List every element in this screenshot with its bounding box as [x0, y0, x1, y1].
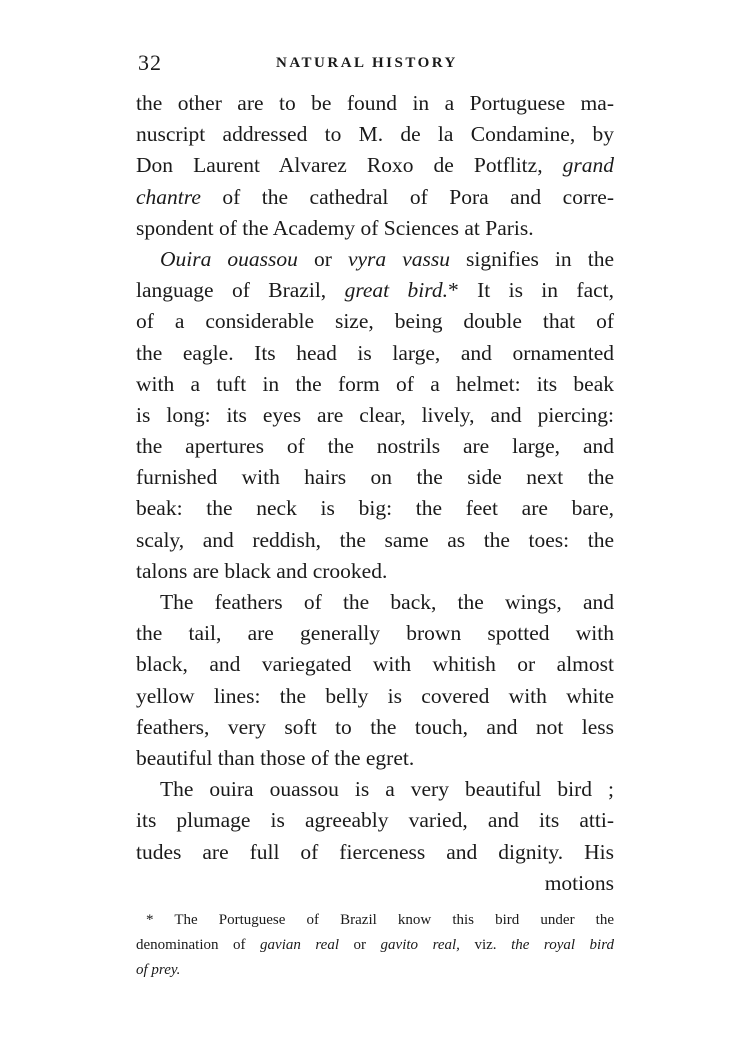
text-line: language of Brazil, great bird.* It is in fact,: [136, 278, 615, 303]
text-line: its plumage is agreeably varied, and its atti-: [136, 808, 614, 833]
text-line: tudes are full of fierceness and dignity. His: [136, 839, 614, 864]
text-line: with a tuft in the form of a helmet: its beak: [136, 371, 614, 396]
text-line: talons are black and crooked.: [136, 558, 388, 583]
footnote-line: * The Portuguese of Brazil know this bird under the: [146, 912, 614, 928]
text-line: beak: the neck is big: the feet are bare,: [136, 496, 614, 521]
paragraph-first-line: Ouira ouassou or vyra vassu signifies in the: [160, 246, 614, 271]
text-line: beautiful than those of the egret.: [136, 745, 415, 770]
text-line: the eagle. Its head is large, and ornamented: [136, 340, 614, 365]
footnote-line: of prey.: [136, 962, 181, 978]
body-text: [136, 88, 614, 899]
text-line: the other are to be found in a Portuguese ma-: [136, 91, 614, 115]
text-line: scaly, and reddish, the same as the toes: the: [136, 527, 614, 552]
text-line: is long: its eyes are clear, lively, and piercing:: [136, 402, 614, 427]
footnote-line: denomination of gavian real or gavito real, viz. the royal bird: [136, 937, 614, 953]
text-line: the tail, are generally brown spotted with: [136, 621, 614, 646]
page-header: [136, 50, 614, 80]
catchword: motions: [544, 870, 614, 895]
text-line: black, and variegated with whitish or almost: [136, 652, 614, 677]
text-line: yellow lines: the belly is covered with white: [136, 683, 614, 708]
text-line: of a considerable size, being double that of: [136, 309, 614, 334]
text-line: Don Laurent Alvarez Roxo de Potflitz, grand: [136, 153, 614, 178]
text-line: furnished with hairs on the side next the: [136, 465, 614, 490]
paragraph-first-line: The feathers of the back, the wings, and: [160, 590, 614, 614]
text-line: spondent of the Academy of Sciences at Paris.: [136, 215, 534, 240]
text-line: chantre of the cathedral of Pora and corre-: [136, 184, 614, 209]
paragraph-first-line: The ouira ouassou is a very beautiful bird ;: [160, 777, 614, 802]
page-number: 32: [138, 50, 162, 75]
running-head: NATURAL HISTORY: [276, 55, 458, 71]
footnote: [136, 908, 614, 983]
text-line: the apertures of the nostrils are large, and: [136, 434, 614, 459]
text-line: feathers, very soft to the touch, and not less: [136, 714, 614, 739]
text-line: nuscript addressed to M. de la Condamine, by: [136, 122, 614, 147]
